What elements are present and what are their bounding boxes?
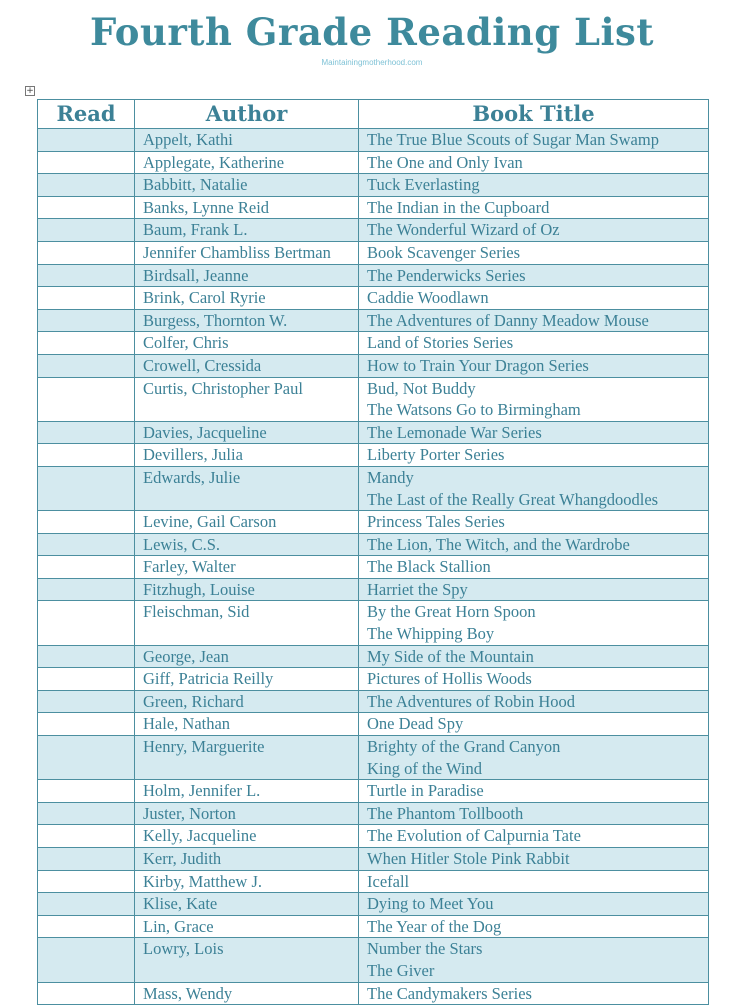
book-title-cell <box>359 802 709 825</box>
book-title: When Hitler Stole Pink Rabbit <box>367 849 570 868</box>
author-cell: Giff, Patricia Reilly <box>135 668 359 691</box>
read-checkbox-cell[interactable] <box>38 264 135 287</box>
author-cell: Green, Richard <box>135 690 359 713</box>
read-checkbox-cell[interactable] <box>38 151 135 174</box>
read-checkbox-cell[interactable] <box>38 802 135 825</box>
table-row <box>38 511 709 534</box>
book-title-cell <box>359 780 709 803</box>
author-cell: Crowell, Cressida <box>135 354 359 377</box>
book-title-cell <box>359 421 709 444</box>
book-title: By the Great Horn Spoon <box>367 602 536 622</box>
table-row <box>38 151 709 174</box>
table-row <box>38 241 709 264</box>
read-checkbox-cell[interactable] <box>38 645 135 668</box>
table-row <box>38 848 709 871</box>
table-row <box>38 713 709 736</box>
author-cell: Lowry, Lois <box>135 938 359 982</box>
read-checkbox-cell[interactable] <box>38 196 135 219</box>
author-cell: George, Jean <box>135 645 359 668</box>
book-title: Harriet the Spy <box>367 579 468 599</box>
table-row <box>38 129 709 152</box>
author-cell: Brink, Carol Ryrie <box>135 287 359 310</box>
author-cell: Klise, Kate <box>135 893 359 916</box>
book-title-cell <box>359 466 709 510</box>
read-checkbox-cell[interactable] <box>38 219 135 242</box>
author-cell: Kelly, Jacqueline <box>135 825 359 848</box>
read-checkbox-cell[interactable] <box>38 129 135 152</box>
read-checkbox-cell[interactable] <box>38 556 135 579</box>
author-cell: Colfer, Chris <box>135 332 359 355</box>
book-title-cell <box>359 129 709 152</box>
read-checkbox-cell[interactable] <box>38 444 135 467</box>
table-row <box>38 219 709 242</box>
book-title: King of the Wind <box>367 758 482 778</box>
book-title-cell <box>359 578 709 601</box>
author-cell: Lewis, C.S. <box>135 533 359 556</box>
author-cell: Birdsall, Jeanne <box>135 264 359 287</box>
book-title: Brighty of the Grand Canyon <box>367 737 561 757</box>
table-row <box>38 736 709 780</box>
book-title: Princess Tales Series <box>367 512 505 532</box>
read-checkbox-cell[interactable] <box>38 736 135 780</box>
table-row <box>38 354 709 377</box>
book-title: Dying to Meet You <box>367 894 494 914</box>
read-checkbox-cell[interactable] <box>38 690 135 713</box>
read-checkbox-cell[interactable] <box>38 601 135 645</box>
book-title: Liberty Porter Series <box>367 445 505 465</box>
table-row <box>38 421 709 444</box>
author-cell: Henry, Marguerite <box>135 736 359 780</box>
book-title-cell <box>359 174 709 197</box>
author-cell: Baum, Frank L. <box>135 219 359 242</box>
book-title-cell <box>359 377 709 421</box>
author-cell: Holm, Jennifer L. <box>135 780 359 803</box>
read-checkbox-cell[interactable] <box>38 713 135 736</box>
book-title-cell <box>359 668 709 691</box>
table-row <box>38 893 709 916</box>
author-cell: Kirby, Matthew J. <box>135 870 359 893</box>
book-title: The Phantom Tollbooth <box>367 803 524 823</box>
table-row <box>38 466 709 510</box>
author-cell: Kerr, Judith <box>135 848 359 871</box>
book-title-cell <box>359 196 709 219</box>
book-title-cell <box>359 511 709 534</box>
read-checkbox-cell[interactable] <box>38 309 135 332</box>
author-cell: Babbitt, Natalie <box>135 174 359 197</box>
book-title-cell <box>359 241 709 264</box>
read-checkbox-cell[interactable] <box>38 870 135 893</box>
book-title-cell <box>359 938 709 982</box>
author-cell: Fleischman, Sid <box>135 601 359 645</box>
table-move-handle-icon[interactable]: + <box>26 86 34 96</box>
author-cell: Lin, Grace <box>135 915 359 938</box>
author-cell: Levine, Gail Carson <box>135 511 359 534</box>
author-cell: Fitzhugh, Louise <box>135 578 359 601</box>
book-title-cell <box>359 848 709 871</box>
book-title-cell <box>359 444 709 467</box>
read-checkbox-cell[interactable] <box>38 421 135 444</box>
table-row <box>38 196 709 219</box>
reading-list-table <box>37 99 709 1005</box>
book-title: The Black Stallion <box>367 557 491 577</box>
book-title: The Wonderful Wizard of Oz <box>367 220 560 240</box>
book-title: Tuck Everlasting <box>367 175 480 195</box>
table-row <box>38 668 709 691</box>
read-checkbox-cell[interactable] <box>38 668 135 691</box>
book-title-cell <box>359 533 709 556</box>
book-title: The Indian in the Cupboard <box>367 197 550 217</box>
author-cell: Mass, Wendy <box>135 982 359 1005</box>
author-cell: Appelt, Kathi <box>135 129 359 152</box>
table-row <box>38 825 709 848</box>
book-title: The Last of the Really Great Whangdoodles <box>367 489 659 509</box>
read-checkbox-cell[interactable] <box>38 915 135 938</box>
book-title-cell <box>359 219 709 242</box>
read-checkbox-cell[interactable] <box>38 332 135 355</box>
book-title: Pictures of Hollis Woods <box>367 669 532 689</box>
table-row <box>38 309 709 332</box>
book-title-cell <box>359 309 709 332</box>
read-checkbox-cell[interactable] <box>38 578 135 601</box>
table-row <box>38 690 709 713</box>
book-title-cell <box>359 332 709 355</box>
book-title-cell <box>359 556 709 579</box>
read-checkbox-cell[interactable] <box>38 780 135 803</box>
table-row <box>38 377 709 421</box>
book-title: How to Train Your Dragon Series <box>367 355 589 375</box>
book-title: The Adventures of Danny Meadow Mouse <box>367 310 649 330</box>
table-row <box>38 556 709 579</box>
book-title: Land of Stories Series <box>367 333 514 353</box>
book-title: Book Scavenger Series <box>367 242 521 262</box>
book-title: Icefall <box>367 871 410 891</box>
book-title-cell <box>359 287 709 310</box>
read-checkbox-cell[interactable] <box>38 533 135 556</box>
book-title: Turtle in Paradise <box>367 781 484 801</box>
author-cell: Hale, Nathan <box>135 713 359 736</box>
document-title: Fourth Grade Reading List <box>90 10 654 54</box>
book-title: The Candymakers Series <box>367 983 532 1003</box>
book-title-cell <box>359 645 709 668</box>
book-title: The Penderwicks Series <box>367 265 526 285</box>
table-row <box>38 645 709 668</box>
book-title: The Evolution of Calpurnia Tate <box>367 826 581 846</box>
author-cell: Jennifer Chambliss Bertman <box>135 241 359 264</box>
book-title: The Watsons Go to Birmingham <box>367 400 581 420</box>
book-title: My Side of the Mountain <box>367 646 534 666</box>
read-checkbox-cell[interactable] <box>38 938 135 982</box>
document-subtitle: Maintainingmotherhood.com <box>321 58 423 67</box>
table-row <box>38 915 709 938</box>
book-title: Bud, Not Buddy <box>367 378 476 398</box>
book-title: The Giver <box>367 960 435 980</box>
author-cell: Banks, Lynne Reid <box>135 196 359 219</box>
table-row <box>38 780 709 803</box>
read-checkbox-cell[interactable] <box>38 982 135 1005</box>
book-title-cell <box>359 870 709 893</box>
read-checkbox-cell[interactable] <box>38 511 135 534</box>
read-checkbox-cell[interactable] <box>38 287 135 310</box>
author-cell: Burgess, Thornton W. <box>135 309 359 332</box>
table-row <box>38 802 709 825</box>
read-checkbox-cell[interactable] <box>38 893 135 916</box>
book-title-cell <box>359 264 709 287</box>
table-row <box>38 870 709 893</box>
book-title-cell <box>359 601 709 645</box>
table-row <box>38 444 709 467</box>
header-book-title: Book Title <box>359 100 709 129</box>
table-row <box>38 533 709 556</box>
book-title: The Lemonade War Series <box>367 422 542 442</box>
book-title-cell <box>359 982 709 1005</box>
book-title-cell <box>359 354 709 377</box>
read-checkbox-cell[interactable] <box>38 466 135 510</box>
read-checkbox-cell[interactable] <box>38 848 135 871</box>
read-checkbox-cell[interactable] <box>38 377 135 421</box>
book-title-cell <box>359 690 709 713</box>
author-cell: Edwards, Julie <box>135 466 359 510</box>
book-title: The True Blue Scouts of Sugar Man Swamp <box>367 130 659 149</box>
book-title: Caddie Woodlawn <box>367 288 489 308</box>
book-title: The Lion, The Witch, and the Wardrobe <box>367 534 630 554</box>
book-title-cell <box>359 713 709 736</box>
table-row <box>38 601 709 645</box>
read-checkbox-cell[interactable] <box>38 174 135 197</box>
book-title: The Adventures of Robin Hood <box>367 691 576 711</box>
table-row <box>38 174 709 197</box>
book-title: The Year of the Dog <box>367 916 502 936</box>
table-row <box>38 264 709 287</box>
book-title-cell <box>359 151 709 174</box>
book-title: One Dead Spy <box>367 714 464 734</box>
read-checkbox-cell[interactable] <box>38 241 135 264</box>
book-title: Mandy <box>367 467 414 487</box>
author-cell: Applegate, Katherine <box>135 151 359 174</box>
author-cell: Farley, Walter <box>135 556 359 579</box>
author-cell: Curtis, Christopher Paul <box>135 377 359 421</box>
author-cell: Davies, Jacqueline <box>135 421 359 444</box>
header-author: Author <box>135 100 359 129</box>
book-title-cell <box>359 825 709 848</box>
table-header-row <box>38 100 709 129</box>
book-title-cell <box>359 893 709 916</box>
read-checkbox-cell[interactable] <box>38 354 135 377</box>
header-read: Read <box>38 100 135 129</box>
table-row <box>38 982 709 1005</box>
book-title: The Whipping Boy <box>367 624 495 644</box>
table-row <box>38 332 709 355</box>
table-row <box>38 938 709 982</box>
book-title: Number the Stars <box>367 939 483 959</box>
book-title: The One and Only Ivan <box>367 152 523 172</box>
table-row <box>38 578 709 601</box>
author-cell: Juster, Norton <box>135 802 359 825</box>
book-title-cell <box>359 736 709 780</box>
book-title-cell <box>359 915 709 938</box>
table-row <box>38 287 709 310</box>
author-cell: Devillers, Julia <box>135 444 359 467</box>
read-checkbox-cell[interactable] <box>38 825 135 848</box>
